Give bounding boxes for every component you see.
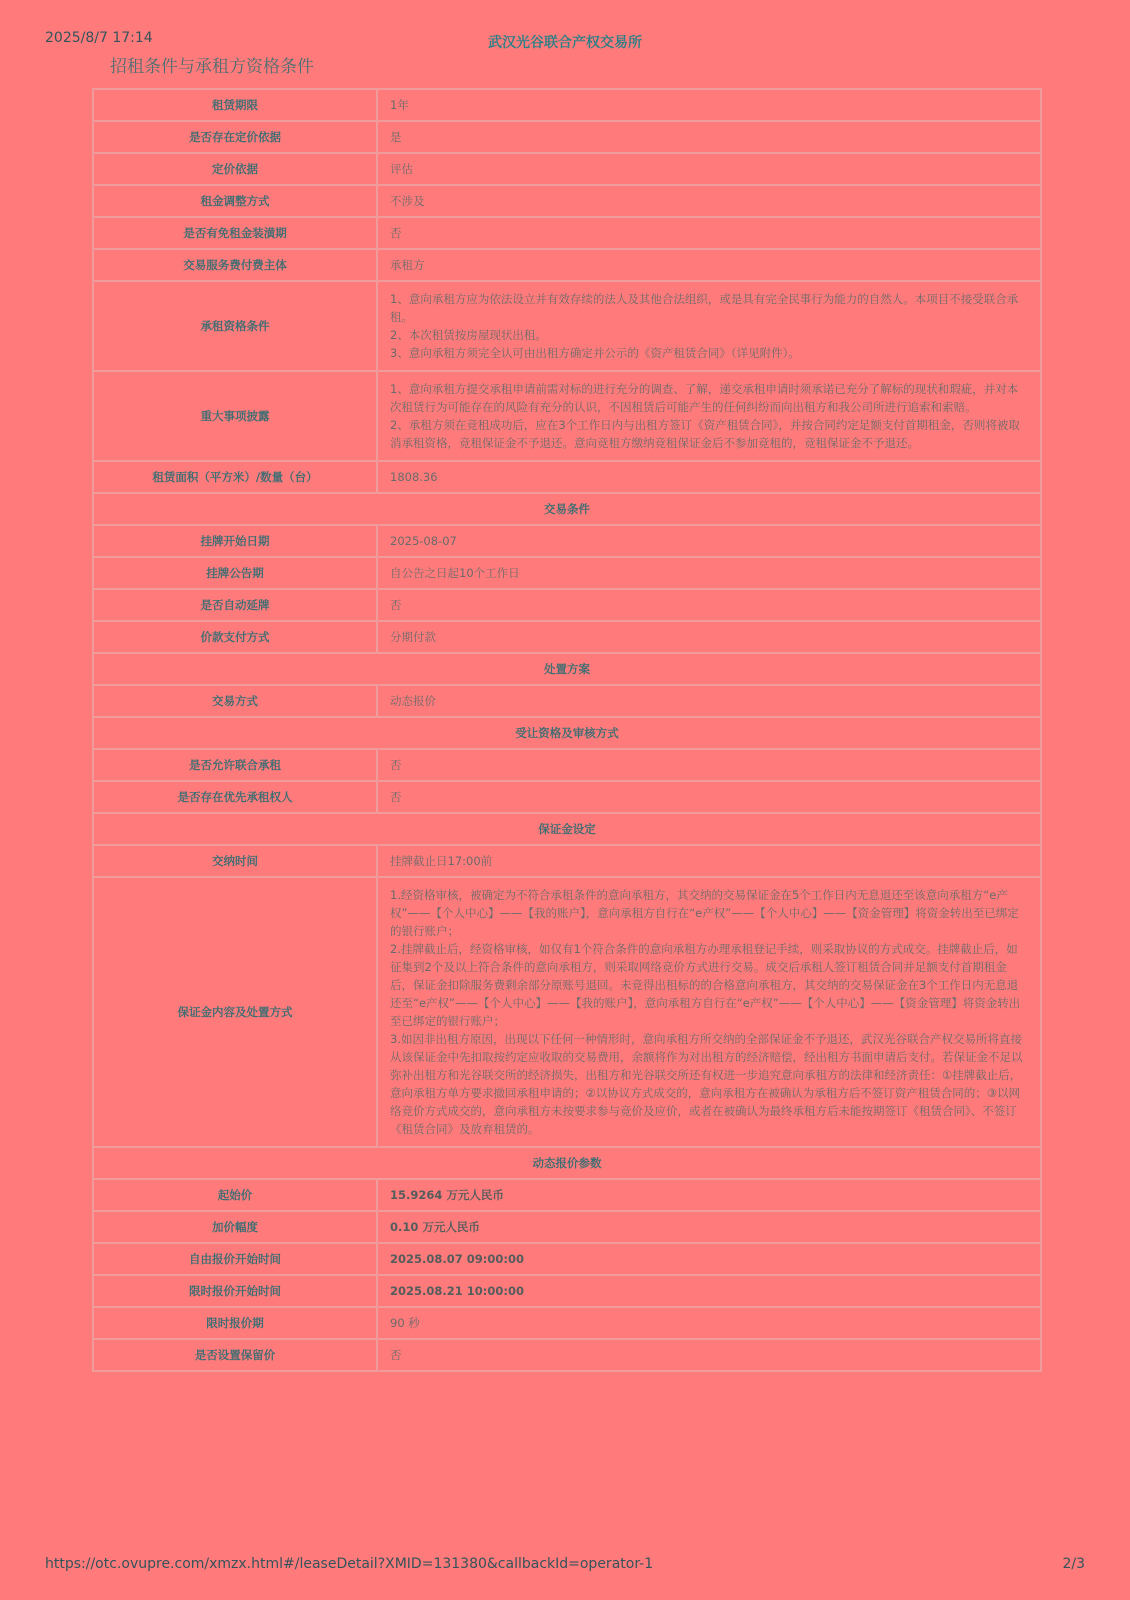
row-value: 动态报价: [377, 685, 1041, 717]
table-row: [93, 1243, 1041, 1275]
row-label: 加价幅度: [93, 1211, 377, 1243]
table-row: [93, 1211, 1041, 1243]
section-row: [93, 717, 1041, 749]
row-value: 0.10 万元人民币: [377, 1211, 1041, 1243]
row-label: 租赁期限: [93, 89, 377, 121]
row-value: 否: [377, 589, 1041, 621]
row-label: 保证金内容及处置方式: [93, 877, 377, 1147]
table-row: [93, 185, 1041, 217]
page-url: https://otc.ovupre.com/xmzx.html#/leaseDetail?XMID=131380&callbackId=operator-1: [45, 1556, 654, 1572]
table-row: [93, 557, 1041, 589]
table-row: [93, 621, 1041, 653]
row-label: 限时报价期: [93, 1307, 377, 1339]
row-label: 是否存在优先承租权人: [93, 781, 377, 813]
row-value: 1、意向承租方提交承租申请前需对标的进行充分的调查、了解，递交承租申请时须承诺已充分了解标的现状和瑕疵，并对本次租赁行为可能存在的风险有充分的认识，不因租赁后可能产生的任何纠纷而向出租方和我公司所进行追索和索赔。 2、承租方须在竞租成功后，应在3个工作日内与出租方签订《资产租赁合同》，并按合同约定足额支付首期租金，否则将被取消承租资格，竞租保证金不予退还。意向竞租方缴纳竞租保证金后不参加竞租的，竞租保证金不予退还。: [377, 371, 1041, 461]
section-row: [93, 1147, 1041, 1179]
row-label: 重大事项披露: [93, 371, 377, 461]
table-row: [93, 749, 1041, 781]
row-value: 否: [377, 1339, 1041, 1371]
table-row: [93, 1179, 1041, 1211]
section-heading: 处置方案: [93, 653, 1041, 685]
table-row: [93, 1275, 1041, 1307]
row-label: 价款支付方式: [93, 621, 377, 653]
row-label: 交纳时间: [93, 845, 377, 877]
section-row: [93, 813, 1041, 845]
section-heading: 动态报价参数: [93, 1147, 1041, 1179]
row-label: 租赁面积（平方米）/数量（台）: [93, 461, 377, 493]
row-value: 评估: [377, 153, 1041, 185]
row-value: 90 秒: [377, 1307, 1041, 1339]
table-row: [93, 877, 1041, 1147]
table-row: [93, 1307, 1041, 1339]
row-label: 是否允许联合承租: [93, 749, 377, 781]
row-label: 挂牌公告期: [93, 557, 377, 589]
table-row: [93, 89, 1041, 121]
table-row: [93, 1339, 1041, 1371]
row-label: 是否设置保留价: [93, 1339, 377, 1371]
table-row: [93, 153, 1041, 185]
table-row: [93, 589, 1041, 621]
site-title: 武汉光谷联合产权交易所: [488, 35, 642, 51]
row-value: 自公告之日起10个工作日: [377, 557, 1041, 589]
row-value: 否: [377, 749, 1041, 781]
table-row: [93, 217, 1041, 249]
row-label: 起始价: [93, 1179, 377, 1211]
row-value: 1808.36: [377, 461, 1041, 493]
detail-table: [92, 88, 1042, 1372]
section-heading: 保证金设定: [93, 813, 1041, 845]
page-title: 招租条件与承租方资格条件: [110, 57, 314, 77]
row-label: 是否有免租金装潢期: [93, 217, 377, 249]
row-label: 租金调整方式: [93, 185, 377, 217]
table-row: [93, 371, 1041, 461]
row-label: 定价依据: [93, 153, 377, 185]
section-row: [93, 493, 1041, 525]
row-label: 交易服务费付费主体: [93, 249, 377, 281]
row-label: 交易方式: [93, 685, 377, 717]
table-row: [93, 685, 1041, 717]
row-value: 2025.08.21 10:00:00: [377, 1275, 1041, 1307]
table-row: [93, 781, 1041, 813]
table-row: [93, 461, 1041, 493]
row-label: 是否自动延牌: [93, 589, 377, 621]
row-label: 限时报价开始时间: [93, 1275, 377, 1307]
row-value: 挂牌截止日17:00前: [377, 845, 1041, 877]
row-label: 是否存在定价依据: [93, 121, 377, 153]
section-heading: 交易条件: [93, 493, 1041, 525]
row-value: 2025-08-07: [377, 525, 1041, 557]
print-date: 2025/8/7 17:14: [45, 30, 153, 46]
row-value: 否: [377, 217, 1041, 249]
row-value: 2025.08.07 09:00:00: [377, 1243, 1041, 1275]
row-value: 15.9264 万元人民币: [377, 1179, 1041, 1211]
row-label: 承租资格条件: [93, 281, 377, 371]
row-value: 承租方: [377, 249, 1041, 281]
table-row: [93, 249, 1041, 281]
table-row: [93, 281, 1041, 371]
row-label: 自由报价开始时间: [93, 1243, 377, 1275]
row-value: 否: [377, 781, 1041, 813]
row-value: 1年: [377, 89, 1041, 121]
section-row: [93, 653, 1041, 685]
table-row: [93, 525, 1041, 557]
row-value: 是: [377, 121, 1041, 153]
table-row: [93, 121, 1041, 153]
table-row: [93, 845, 1041, 877]
row-label: 挂牌开始日期: [93, 525, 377, 557]
page-number: 2/3: [1062, 1556, 1085, 1572]
row-value: 分期付款: [377, 621, 1041, 653]
row-value: 不涉及: [377, 185, 1041, 217]
section-heading: 受让资格及审核方式: [93, 717, 1041, 749]
row-value: 1.经资格审核，被确定为不符合承租条件的意向承租方，其交纳的交易保证金在5个工作日内无息退还至该意向承租方“e产权”——【个人中心】——【我的账户】，意向承租方自行在“e产权”——【个人中心】——【资金管理】将资金转出至已绑定的银行账户； 2.挂牌截止后，经资格审核，如仅有1个符合条件的意向承租方办理承租登记手续，则采取协议的方式成交。挂牌截止后，如征集到2个及以上符合条件的意向承租方，则采取网络竞价方式进行交易。成交后承租人签订租赁合同并足额支付首期租金后，保证金扣除服务费剩余部分原账号退回。未竞得出租标的的合格意向承租方，其交纳的交易保证金在3个工作日内无息退还至“e产权”——【个人中心】——【我的账户】，意向承租方自行在“e产权”——【个人中心】——【资金管理】将资金转出至已绑定的银行账户； 3.如因非出租方原因，出现以下任何一种情形时，意向承租方所交纳的全部保证金不予退还，武汉光谷联合产权交易所将直接从该保证金中先扣取按约定应收取的交易费用，余额将作为对出租方的经济赔偿，经出租方书面申请后支付。若保证金不足以弥补出租方和光谷联交所的经济损失，出租方和光谷联交所还有权进一步追究意向承租方的法律和经济责任：①挂牌截止后，意向承租方单方要求撤回承租申请的；②以协议方式成交的，意向承租方在被确认为承租方后不签订资产租赁合同的；③以网络竞价方式成交的，意向承租方未按要求参与竞价及应价，或者在被确认为最终承租方后未能按期签订《租赁合同》、不签订《租赁合同》及放弃租赁的。: [377, 877, 1041, 1147]
row-value: 1、意向承租方应为依法设立并有效存续的法人及其他合法组织，或是具有完全民事行为能力的自然人。本项目不接受联合承租。 2、本次租赁按房屋现状出租。 3、意向承租方须完全认可由出租方确定并公示的《资产租赁合同》（详见附件）。: [377, 281, 1041, 371]
